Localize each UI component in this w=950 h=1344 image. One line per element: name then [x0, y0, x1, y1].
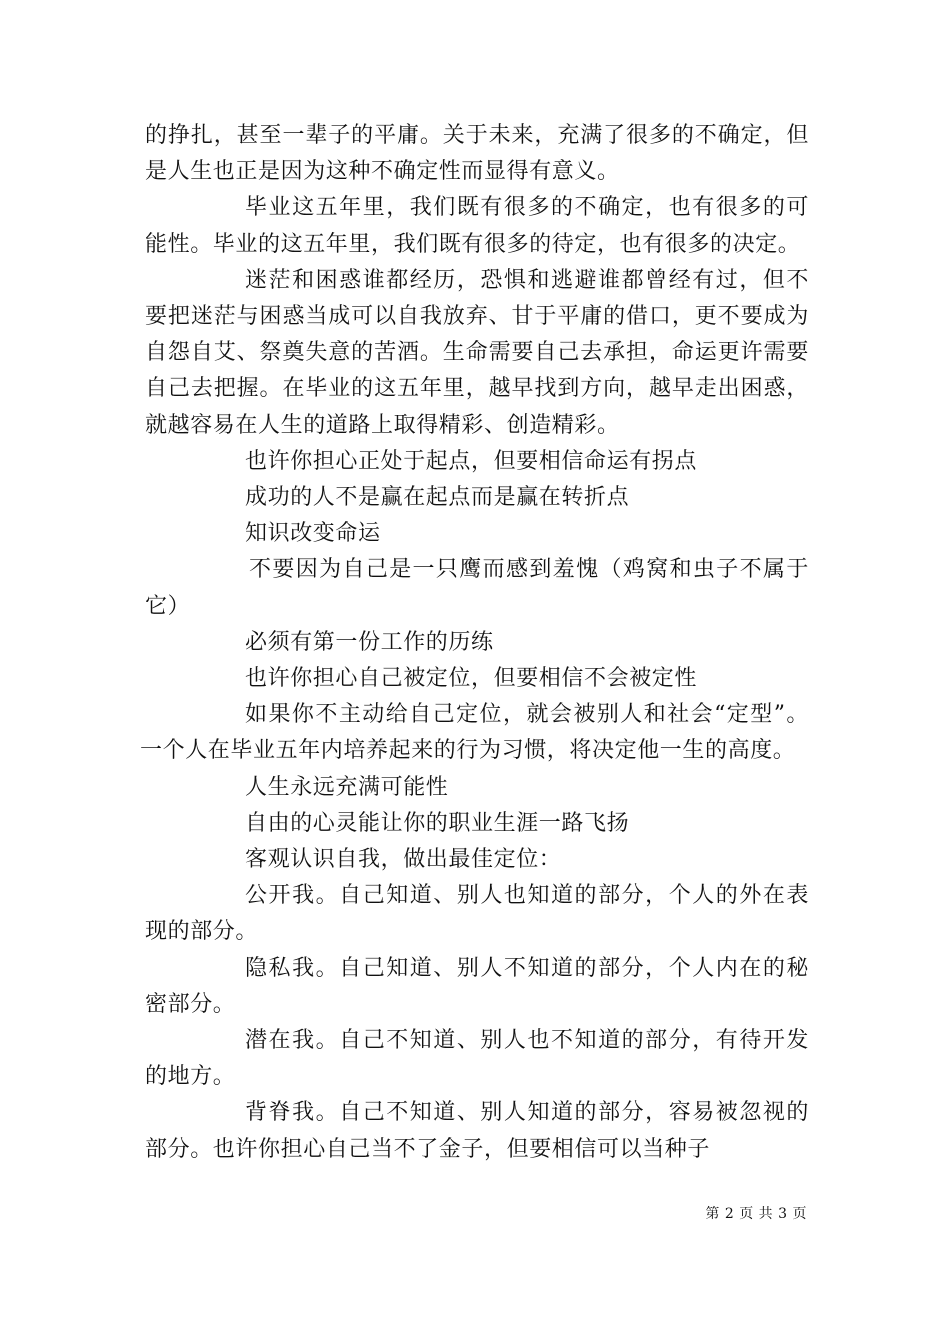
paragraph-15: 隐私我。自己知道、别人不知道的部分，个人内在的秘密部分。 [145, 955, 809, 1017]
paragraph-3: 迷茫和困惑谁都经历，恐惧和逃避谁都曾经有过，但不要把迷茫与困惑当成可以自我放弃、甘于平庸的借口，更不要成为自怨自艾、祭奠失意的苦酒。生命需要自己去承担，命运更许需要自己去把握。在毕业的这五年里，越早找到方向，越早走出困惑，就越容易在人生的道路上取得精彩、创造精彩。 [145, 267, 809, 438]
paragraph-4: 也许你担心正处于起点，但要相信命运有拐点 [245, 448, 698, 474]
body-text [140, 118, 809, 1168]
paragraph-9: 也许你担心自己被定位，但要相信不会被定性 [245, 666, 698, 692]
paragraph-10: 如果你不主动给自己定位，就会被别人和社会“定型”。一个人在毕业五年内培养起来的行为习惯，将决定他一生的高度。 [140, 702, 809, 764]
paragraph-6: 知识改变命运 [245, 521, 381, 547]
paragraph-16: 潜在我。自己不知道、别人也不知道的部分，有待开发的地方。 [145, 1028, 809, 1090]
page-number: 第 2 页 共 3 页 [705, 1206, 807, 1222]
paragraph-13: 客观认识自我，做出最佳定位： [245, 847, 562, 873]
paragraph-11: 人生永远充满可能性 [245, 774, 449, 800]
paragraph-1: 的挣扎，甚至一辈子的平庸。关于未来，充满了很多的不确定，但是人生也正是因为这种不确定性而显得有意义。 [145, 123, 809, 185]
paragraph-17: 背脊我。自己不知道、别人知道的部分，容易被忽视的部分。也许你担心自己当不了金子，但要相信可以当种子 [145, 1100, 809, 1162]
paragraph-7: 不要因为自己是一只鹰而感到羞愧（鸡窝和虫子不属于它） [145, 557, 809, 619]
paragraph-5: 成功的人不是赢在起点而是赢在转折点 [245, 485, 630, 511]
paragraph-14: 公开我。自己知道、别人也知道的部分，个人的外在表现的部分。 [145, 883, 809, 945]
paragraph-2: 毕业这五年里，我们既有很多的不确定，也有很多的可能性。毕业的这五年里，我们既有很多的待定，也有很多的决定。 [145, 195, 809, 257]
paragraph-12: 自由的心灵能让你的职业生涯一路飞扬 [245, 810, 630, 836]
paragraph-8: 必须有第一份工作的历练 [245, 629, 494, 655]
